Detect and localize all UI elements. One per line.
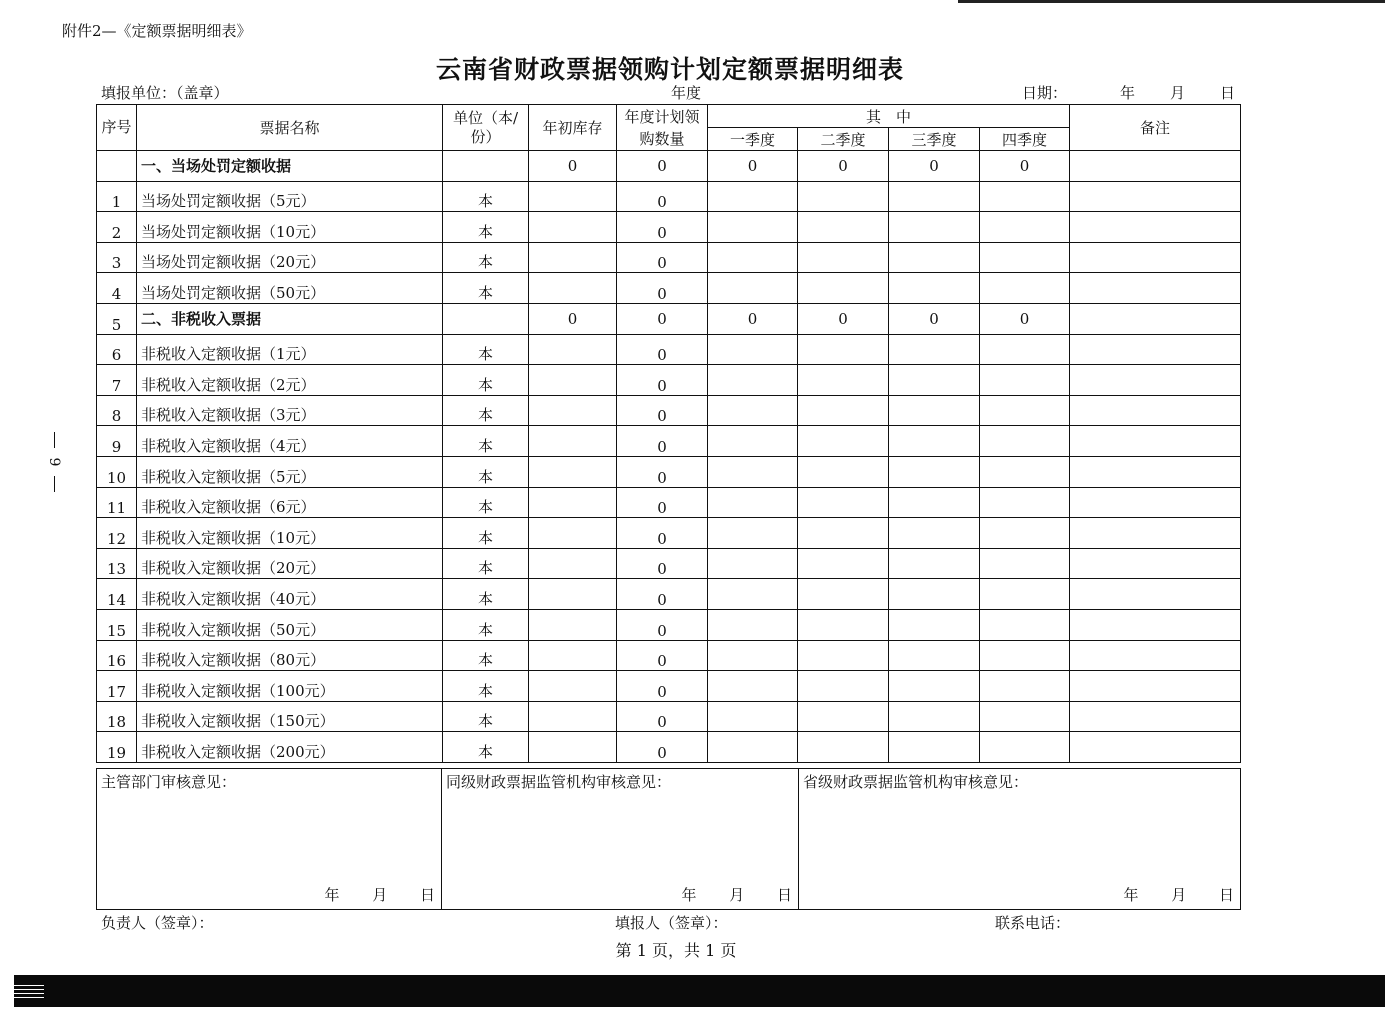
cell-q2 (798, 334, 889, 365)
cell-opening-stock (529, 640, 617, 671)
page-title: 云南省财政票据领购计划定额票据明细表 (435, 55, 904, 84)
cell-unit: 本 (443, 334, 529, 365)
cell-ticket-name: 非税收入定额收据（2元） (137, 365, 443, 396)
review-same-level-date: 年 月 日 (681, 886, 792, 904)
cell-seq: 13 (97, 548, 137, 579)
cell-q1 (708, 487, 798, 518)
cell-q3 (889, 242, 980, 273)
cell-unit: 本 (443, 640, 529, 671)
cell-plan-quantity: 0 (617, 181, 708, 212)
attachment-label: 附件2—《定额票据明细表》 (62, 22, 252, 40)
cell-q4 (980, 518, 1070, 549)
cell-opening-stock (529, 181, 617, 212)
cell-q4 (980, 487, 1070, 518)
cell-q2 (798, 640, 889, 671)
cell-seq: 2 (97, 212, 137, 243)
cell-seq: 5 (97, 303, 137, 334)
review-same-level-cell (442, 769, 799, 910)
cell-q1 (708, 579, 798, 610)
ticket-detail-table (96, 104, 1241, 763)
cell-unit: 本 (443, 548, 529, 579)
cell-remark (1070, 579, 1241, 610)
cell-q2 (798, 273, 889, 304)
cell-remark (1070, 273, 1241, 304)
header-q3: 三季度 (889, 128, 980, 151)
table-row (97, 334, 1241, 365)
cell-ticket-name: 非税收入定额收据（4元） (137, 426, 443, 457)
cell-ticket-name: 非税收入定额收据（3元） (137, 395, 443, 426)
cell-remark (1070, 732, 1241, 763)
cell-unit: 本 (443, 365, 529, 396)
cell-ticket-name: 非税收入定额收据（200元） (137, 732, 443, 763)
cell-unit: 本 (443, 701, 529, 732)
scan-top-mark (1030, 0, 1042, 2)
cell-q3 (889, 273, 980, 304)
cell-q4 (980, 609, 1070, 640)
date-label: 日期： (1022, 84, 1068, 102)
cell-plan-quantity: 0 (617, 579, 708, 610)
cell-plan-quantity: 0 (617, 732, 708, 763)
cell-opening-stock (529, 671, 617, 702)
cell-remark (1070, 548, 1241, 579)
header-seq: 序号 (97, 105, 137, 151)
cell-plan-quantity: 0 (617, 303, 708, 334)
table-section-row (97, 303, 1241, 334)
cell-q3: 0 (889, 303, 980, 334)
cell-q1 (708, 456, 798, 487)
cell-q1 (708, 334, 798, 365)
scan-edge-marks (14, 985, 44, 999)
cell-q2 (798, 365, 889, 396)
cell-q2 (798, 181, 889, 212)
cell-q1 (708, 732, 798, 763)
cell-opening-stock (529, 273, 617, 304)
cell-opening-stock (529, 334, 617, 365)
cell-q1 (708, 273, 798, 304)
cell-q4 (980, 456, 1070, 487)
cell-q4 (980, 365, 1070, 396)
cell-q3 (889, 701, 980, 732)
cell-unit: 本 (443, 181, 529, 212)
cell-remark (1070, 671, 1241, 702)
header-opening: 年初库存 (529, 105, 617, 151)
cell-seq: 4 (97, 273, 137, 304)
cell-opening-stock (529, 426, 617, 457)
cell-plan-quantity: 0 (617, 151, 708, 182)
cell-opening-stock (529, 242, 617, 273)
cell-seq (97, 151, 137, 182)
cell-q2 (798, 456, 889, 487)
cell-q3: 0 (889, 151, 980, 182)
cell-opening-stock (529, 548, 617, 579)
cell-q1 (708, 701, 798, 732)
cell-q1 (708, 365, 798, 396)
year-label: 年度 (671, 84, 702, 102)
cell-unit (443, 303, 529, 334)
cell-plan-quantity: 0 (617, 212, 708, 243)
cell-remark (1070, 334, 1241, 365)
cell-seq: 7 (97, 365, 137, 396)
cell-q2: 0 (798, 151, 889, 182)
cell-opening-stock (529, 518, 617, 549)
cell-unit: 本 (443, 273, 529, 304)
cell-remark (1070, 456, 1241, 487)
review-table (96, 768, 1241, 910)
review-provincial-date: 年 月 日 (1123, 886, 1234, 904)
cell-q4 (980, 426, 1070, 457)
cell-ticket-name: 非税收入定额收据（20元） (137, 548, 443, 579)
cell-ticket-name: 当场处罚定额收据（10元） (137, 212, 443, 243)
cell-opening-stock: 0 (529, 303, 617, 334)
cell-q1 (708, 671, 798, 702)
cell-q4 (980, 701, 1070, 732)
header-of-which: 其 中 (708, 105, 1070, 128)
cell-opening-stock (529, 579, 617, 610)
cell-q3 (889, 456, 980, 487)
cell-q2 (798, 518, 889, 549)
table-row (97, 365, 1241, 396)
cell-seq: 10 (97, 456, 137, 487)
table-row (97, 426, 1241, 457)
cell-plan-quantity: 0 (617, 365, 708, 396)
cell-unit: 本 (443, 671, 529, 702)
cell-q1: 0 (708, 151, 798, 182)
cell-q2 (798, 609, 889, 640)
cell-q2 (798, 579, 889, 610)
cell-seq: 16 (97, 640, 137, 671)
cell-seq: 15 (97, 609, 137, 640)
cell-opening-stock (529, 395, 617, 426)
page-number-digit: 9 (46, 457, 62, 467)
header-q1: 一季度 (708, 128, 798, 151)
cell-q1 (708, 181, 798, 212)
cell-seq: 8 (97, 395, 137, 426)
cell-remark (1070, 426, 1241, 457)
fill-unit-label: 填报单位：（盖章） (101, 84, 229, 102)
cell-q1: 0 (708, 303, 798, 334)
cell-seq: 14 (97, 579, 137, 610)
header-unit: 单位（本/份） (443, 105, 529, 151)
cell-plan-quantity: 0 (617, 609, 708, 640)
cell-q2 (798, 212, 889, 243)
cell-plan-quantity: 0 (617, 456, 708, 487)
cell-opening-stock (529, 365, 617, 396)
cell-remark (1070, 365, 1241, 396)
cell-q4 (980, 732, 1070, 763)
cell-plan-quantity: 0 (617, 640, 708, 671)
header-name: 票据名称 (137, 105, 443, 151)
review-dept-date: 年 月 日 (324, 886, 435, 904)
cell-plan-quantity: 0 (617, 334, 708, 365)
cell-opening-stock (529, 212, 617, 243)
cell-ticket-name: 非税收入定额收据（6元） (137, 487, 443, 518)
cell-q2 (798, 548, 889, 579)
cell-q1 (708, 212, 798, 243)
cell-remark (1070, 212, 1241, 243)
cell-q3 (889, 487, 980, 518)
cell-q3 (889, 365, 980, 396)
table-row (97, 395, 1241, 426)
cell-seq: 3 (97, 242, 137, 273)
cell-seq: 19 (97, 732, 137, 763)
cell-q4 (980, 334, 1070, 365)
cell-remark (1070, 518, 1241, 549)
cell-plan-quantity: 0 (617, 671, 708, 702)
review-dept-label: 主管部门审核意见： (101, 773, 237, 791)
cell-q2 (798, 426, 889, 457)
cell-ticket-name: 二、非税收入票据 (137, 303, 443, 334)
cell-remark (1070, 395, 1241, 426)
cell-ticket-name: 非税收入定额收据（50元） (137, 609, 443, 640)
table-row (97, 487, 1241, 518)
date-month: 月 (1170, 84, 1186, 102)
cell-seq: 12 (97, 518, 137, 549)
table-row (97, 518, 1241, 549)
cell-q3 (889, 579, 980, 610)
cell-q2 (798, 242, 889, 273)
page-number-bar-bottom (54, 476, 55, 492)
cell-ticket-name: 非税收入定额收据（5元） (137, 456, 443, 487)
cell-q3 (889, 181, 980, 212)
cell-ticket-name: 当场处罚定额收据（20元） (137, 242, 443, 273)
table-row (97, 609, 1241, 640)
cell-seq: 18 (97, 701, 137, 732)
cell-plan-quantity: 0 (617, 701, 708, 732)
cell-seq: 9 (97, 426, 137, 457)
cell-q3 (889, 609, 980, 640)
cell-q4 (980, 395, 1070, 426)
cell-ticket-name: 非税收入定额收据（40元） (137, 579, 443, 610)
cell-plan-quantity: 0 (617, 487, 708, 518)
cell-q2: 0 (798, 303, 889, 334)
cell-ticket-name: 非税收入定额收据（1元） (137, 334, 443, 365)
cell-q3 (889, 212, 980, 243)
review-same-level-label: 同级财政票据监管机构审核意见： (446, 773, 672, 791)
cell-unit: 本 (443, 518, 529, 549)
table-row (97, 732, 1241, 763)
cell-remark (1070, 640, 1241, 671)
page-indicator: 第 1 页，共 1 页 (615, 941, 737, 960)
cell-seq: 11 (97, 487, 137, 518)
table-section-row (97, 151, 1241, 182)
cell-q3 (889, 548, 980, 579)
cell-ticket-name: 非税收入定额收据（80元） (137, 640, 443, 671)
cell-q4 (980, 212, 1070, 243)
cell-unit: 本 (443, 487, 529, 518)
cell-remark (1070, 242, 1241, 273)
review-provincial-cell (799, 769, 1241, 910)
cell-unit: 本 (443, 732, 529, 763)
filler-signature-label: 填报人（签章）： (615, 914, 728, 932)
table-row (97, 671, 1241, 702)
cell-plan-quantity: 0 (617, 395, 708, 426)
cell-ticket-name: 非税收入定额收据（100元） (137, 671, 443, 702)
cell-q2 (798, 487, 889, 518)
cell-q4: 0 (980, 303, 1070, 334)
cell-plan-quantity: 0 (617, 426, 708, 457)
cell-ticket-name: 当场处罚定额收据（50元） (137, 273, 443, 304)
cell-remark (1070, 609, 1241, 640)
cell-remark (1070, 701, 1241, 732)
scan-bottom-bar (14, 975, 1385, 1007)
cell-q1 (708, 518, 798, 549)
cell-q1 (708, 426, 798, 457)
cell-unit: 本 (443, 609, 529, 640)
cell-opening-stock (529, 701, 617, 732)
review-provincial-label: 省级财政票据监管机构审核意见： (803, 773, 1029, 791)
table-row (97, 548, 1241, 579)
cell-plan-quantity: 0 (617, 518, 708, 549)
cell-seq: 17 (97, 671, 137, 702)
cell-q3 (889, 395, 980, 426)
table-row (97, 640, 1241, 671)
cell-q3 (889, 426, 980, 457)
cell-unit: 本 (443, 579, 529, 610)
cell-q4 (980, 273, 1070, 304)
cell-q4: 0 (980, 151, 1070, 182)
cell-remark (1070, 181, 1241, 212)
cell-q2 (798, 395, 889, 426)
header-remark: 备注 (1070, 105, 1241, 151)
cell-remark (1070, 303, 1241, 334)
cell-opening-stock (529, 456, 617, 487)
cell-seq: 6 (97, 334, 137, 365)
cell-q2 (798, 732, 889, 763)
cell-q2 (798, 671, 889, 702)
cell-q4 (980, 671, 1070, 702)
cell-q3 (889, 732, 980, 763)
cell-unit: 本 (443, 426, 529, 457)
cell-q4 (980, 640, 1070, 671)
cell-q1 (708, 242, 798, 273)
cell-q4 (980, 242, 1070, 273)
cell-q4 (980, 579, 1070, 610)
table-row (97, 273, 1241, 304)
page-number-bar-top (54, 432, 55, 448)
cell-q3 (889, 671, 980, 702)
cell-ticket-name: 非税收入定额收据（150元） (137, 701, 443, 732)
table-row (97, 242, 1241, 273)
cell-opening-stock (529, 732, 617, 763)
responsible-signature-label: 负责人（签章）： (101, 914, 214, 932)
cell-q3 (889, 640, 980, 671)
cell-q3 (889, 518, 980, 549)
cell-plan-quantity: 0 (617, 242, 708, 273)
table-row (97, 181, 1241, 212)
table-row (97, 212, 1241, 243)
side-page-number (44, 432, 64, 502)
cell-plan-quantity: 0 (617, 548, 708, 579)
table-row (97, 579, 1241, 610)
cell-unit: 本 (443, 212, 529, 243)
cell-ticket-name: 当场处罚定额收据（5元） (137, 181, 443, 212)
cell-q1 (708, 609, 798, 640)
cell-q1 (708, 395, 798, 426)
cell-opening-stock (529, 609, 617, 640)
header-q4: 四季度 (980, 128, 1070, 151)
cell-plan-quantity: 0 (617, 273, 708, 304)
cell-q4 (980, 548, 1070, 579)
date-day: 日 (1220, 84, 1236, 102)
cell-unit: 本 (443, 242, 529, 273)
cell-q3 (889, 334, 980, 365)
cell-remark (1070, 487, 1241, 518)
table-row (97, 701, 1241, 732)
cell-unit: 本 (443, 395, 529, 426)
cell-remark (1070, 151, 1241, 182)
review-dept-cell (97, 769, 442, 910)
date-year: 年 (1120, 84, 1136, 102)
cell-ticket-name: 一、当场处罚定额收据 (137, 151, 443, 182)
scan-top-rule (958, 0, 1385, 3)
cell-opening-stock: 0 (529, 151, 617, 182)
cell-q2 (798, 701, 889, 732)
cell-q1 (708, 548, 798, 579)
contact-phone-label: 联系电话： (995, 914, 1071, 932)
cell-q1 (708, 640, 798, 671)
header-q2: 二季度 (798, 128, 889, 151)
cell-ticket-name: 非税收入定额收据（10元） (137, 518, 443, 549)
table-row (97, 456, 1241, 487)
header-plan: 年度计划领购数量 (617, 105, 708, 151)
cell-unit: 本 (443, 456, 529, 487)
cell-unit (443, 151, 529, 182)
cell-q4 (980, 181, 1070, 212)
cell-seq: 1 (97, 181, 137, 212)
cell-opening-stock (529, 487, 617, 518)
